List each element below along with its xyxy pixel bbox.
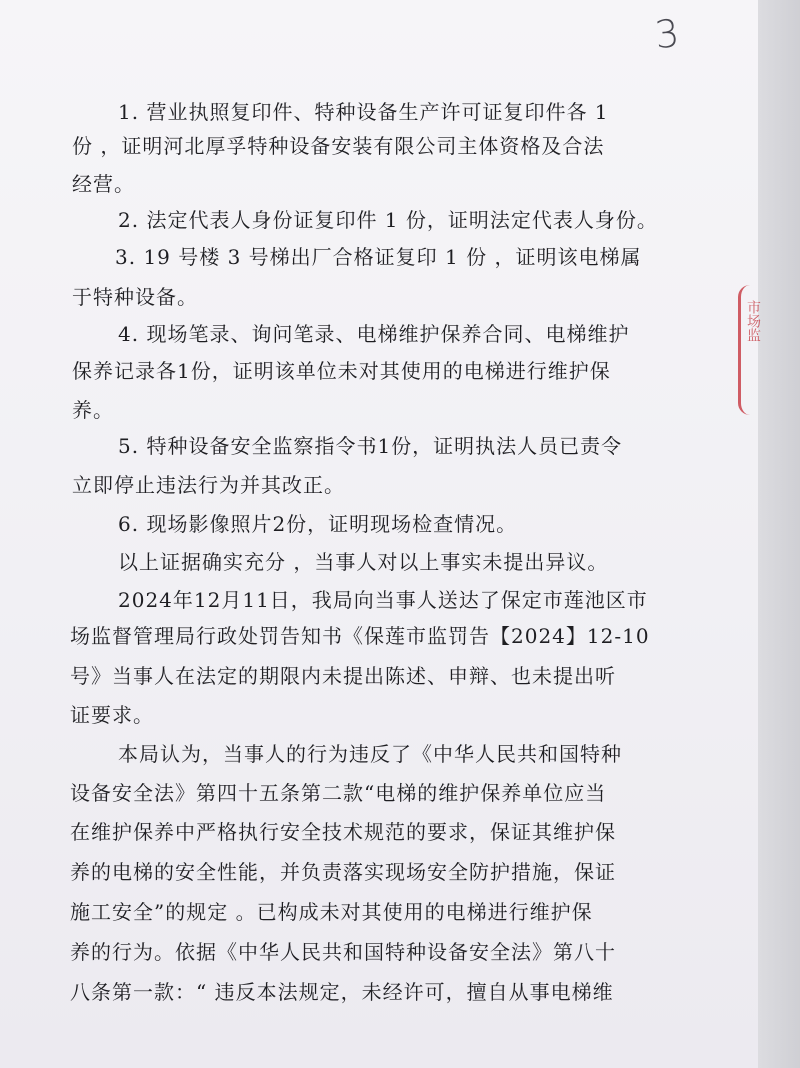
text-line: 1. 营业执照复印件、特种设备生产许可证复印件各 1 xyxy=(118,100,609,124)
text-line: 4. 现场笔录、询问笔录、电梯维护保养合同、电梯维护 xyxy=(118,322,630,346)
text-line: 养的行为。依据《中华人民共和国特种设备安全法》第八十 xyxy=(70,940,616,964)
text-line: 号》当事人在法定的期限内未提出陈述、申辩、也未提出听 xyxy=(70,664,616,688)
text-line: 于特种设备。 xyxy=(72,285,198,309)
text-line: 份 ，证明河北厚孚特种设备安装有限公司主体资格及合法 xyxy=(72,134,605,158)
text-line: 场监督管理局行政处罚告知书《保莲市监罚告【2024】12-10 xyxy=(70,624,650,648)
text-line: 5. 特种设备安全监察指令书1份，证明执法人员已责令 xyxy=(118,434,623,458)
text-line: 6. 现场影像照片2份，证明现场检查情况。 xyxy=(118,512,518,536)
text-line: 2. 法定代表人身份证复印件 1 份，证明法定代表人身份。 xyxy=(118,208,658,232)
seal-stamp-text: 市场监 xyxy=(745,300,761,342)
text-line: 八条第一款：“ 违反本法规定，未经许可，擅自从事电梯维 xyxy=(70,980,614,1004)
text-line: 施工安全”的规定 。已构成未对其使用的电梯进行维护保 xyxy=(70,900,593,924)
page-edge-background xyxy=(758,0,800,1068)
text-line: 设备安全法》第四十五条第二款“电梯的维护保养单位应当 xyxy=(70,781,607,805)
text-line: 保养记录各1份，证明该单位未对其使用的电梯进行维护保 xyxy=(72,359,611,383)
text-line: 2024年12月11日，我局向当事人送达了保定市莲池区市 xyxy=(118,588,648,612)
text-line: 本局认为，当事人的行为违反了《中华人民共和国特种 xyxy=(118,742,622,766)
text-line: 立即停止违法行为并其改正。 xyxy=(72,473,345,497)
text-line: 在维护保养中严格执行安全技术规范的要求，保证其维护保 xyxy=(70,820,616,844)
text-line: 证要求。 xyxy=(70,703,154,727)
handwritten-page-number: 3 xyxy=(652,10,682,58)
text-line: 以上证据确实充分 ，当事人对以上事实未提出异议。 xyxy=(118,550,609,574)
text-line: 经营。 xyxy=(72,172,135,196)
text-line: 养的电梯的安全性能，并负责落实现场安全防护措施，保证 xyxy=(70,860,616,884)
text-line: 养。 xyxy=(72,398,114,422)
text-line: 3. 19 号楼 3 号梯出厂合格证复印 1 份 ，证明该电梯属 xyxy=(115,245,642,269)
